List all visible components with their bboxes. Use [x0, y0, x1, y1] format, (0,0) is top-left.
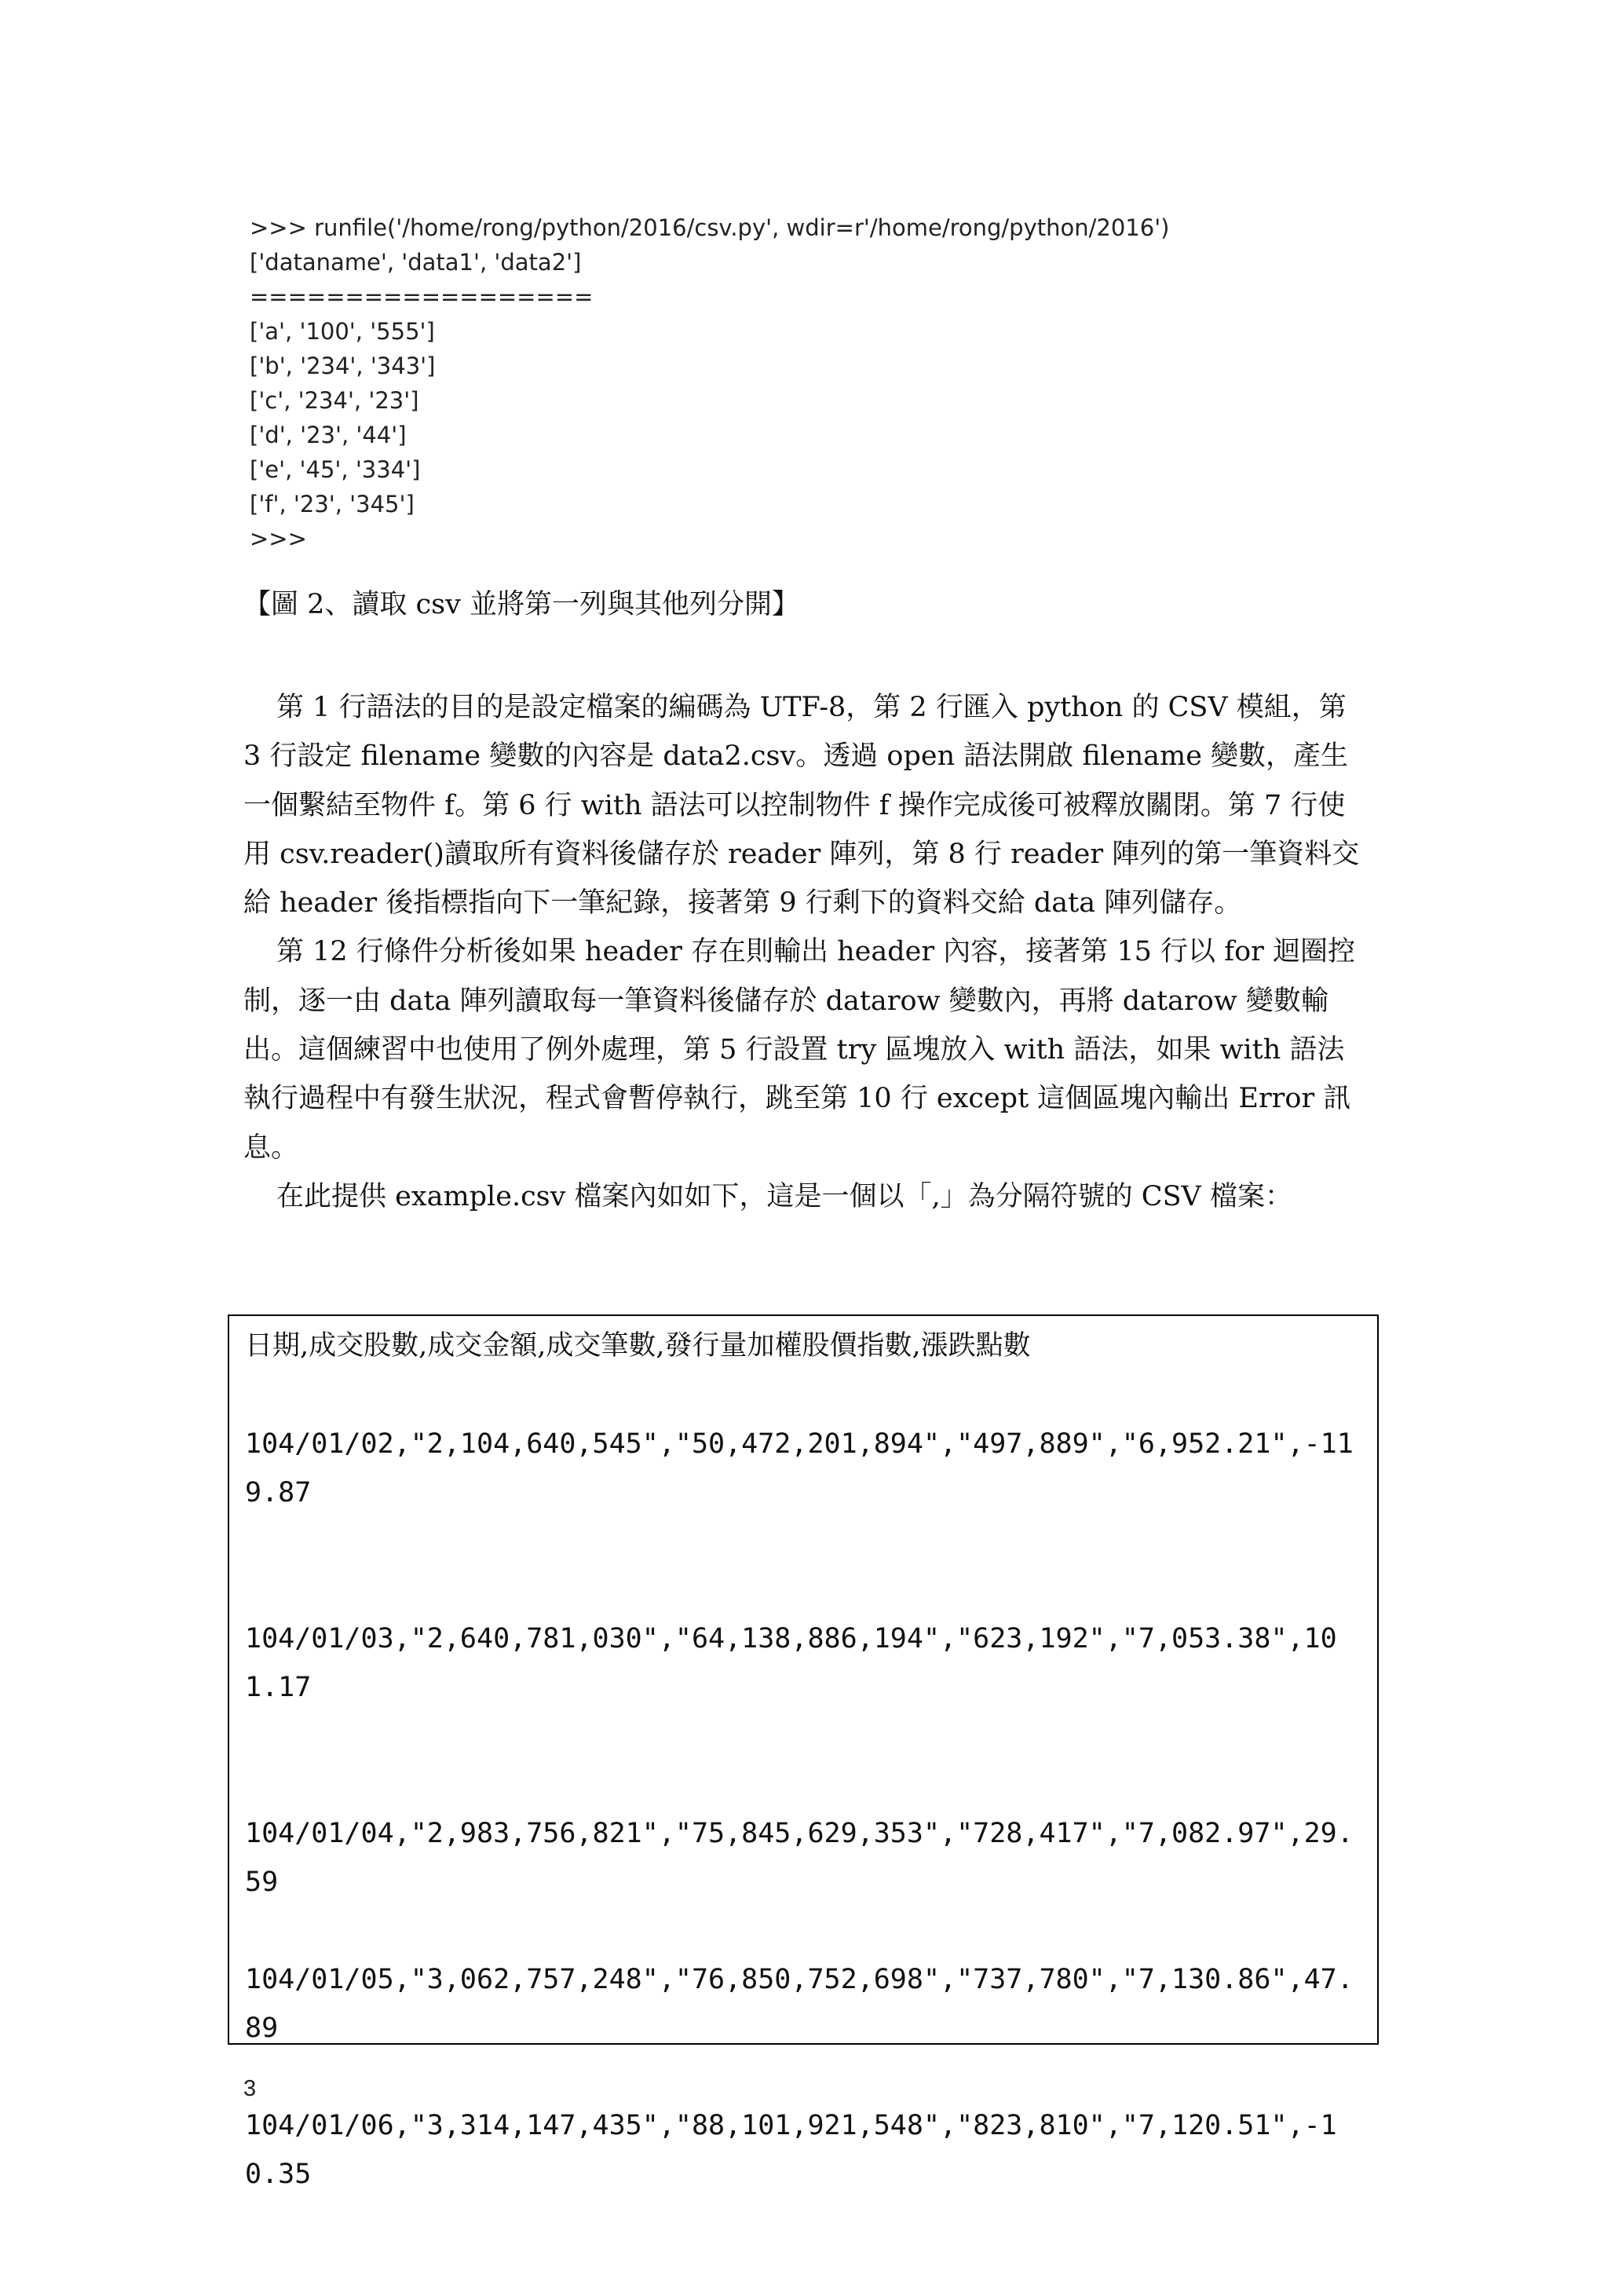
console-output — [250, 210, 1192, 556]
csv-row: 104/01/04,"2,983,756,821","75,845,629,353","728,417","7,082.97",29.59 — [245, 1818, 1354, 1898]
csv-rows — [245, 1420, 1368, 2296]
console-line: ['f', '23', '345'] — [250, 491, 415, 517]
console-line: ['a', '100', '555'] — [250, 318, 435, 345]
page-number: 3 — [243, 2076, 257, 2101]
console-line: ================== — [250, 283, 594, 310]
console-line: ['b', '234', '343'] — [250, 353, 436, 379]
console-line: ['c', '234', '23'] — [250, 387, 419, 414]
csv-row: 104/01/02,"2,104,640,545","50,472,201,894","497,889","6,952.21",-119.87 — [245, 1428, 1354, 1508]
console-line: ['d', '23', '44'] — [250, 422, 407, 448]
console-line: >>> runfile('/home/rong/python/2016/csv.py', wdir=r'/home/rong/python/2016') — [250, 214, 1170, 241]
console-line: ['e', '45', '334'] — [250, 456, 421, 483]
csv-row: 104/01/06,"3,314,147,435","88,101,921,548","823,810","7,120.51",-10.35 — [245, 2110, 1337, 2190]
figure-caption: 【圖 2、讀取 csv 並將第一列與其他列分開】 — [243, 589, 799, 620]
console-line: ['dataname', 'data1', 'data2'] — [250, 249, 582, 276]
csv-example-box — [228, 1314, 1379, 2190]
paragraph: 第 12 行條件分析後如果 header 存在則輸出 header 內容，接著第 15 行以 for 迴圈控制，逐一由 data 陣列讀取每一筆資料後儲存於 datarow 變數內，再將 datarow 變數輸出。這個練習中也使用了例外處理，第 5 行設置 try 區塊放入 with 語法，如果 with 語法執行過程中有發生狀況，程式會暫停執行，跳至第 10 行 except 這個區塊內輸出 Error 訊息。 — [243, 936, 1356, 1164]
paragraph: 第 1 行語法的目的是設定檔案的編碼為 UTF-8，第 2 行匯入 python 的 CSV 模組，第 3 行設定 filename 變數的內容是 data2.csv。透過 open 語法開啟 filename 變數，產生一個繫結至物件 f。第 6 行 with 語法可以控制物件 f 操作完成後可被釋放關閉。第 7 行使用 csv.reader()讀取所有資料後儲存於 reader 陣列，第 8 行 reader 陣列的第一筆資料交給 header 後指標指向下一筆紀錄，接著第 9 行剩下的資料交給 data 陣列儲存。 — [243, 692, 1360, 919]
body-text — [243, 683, 1366, 1221]
console-line: >>> — [250, 525, 307, 552]
csv-row: 104/01/05,"3,062,757,248","76,850,752,698","737,780","7,130.86",47.89 — [245, 1964, 1354, 2044]
paragraph: 在此提供 example.csv 檔案內如如下，這是一個以「,」為分隔符號的 CSV 檔案： — [276, 1180, 1292, 1212]
csv-row: 104/01/03,"2,640,781,030","64,138,886,194","623,192","7,053.38",101.17 — [245, 1623, 1337, 1703]
csv-header-row: 日期,成交股數,成交金額,成交筆數,發行量加權股價指數,漲跌點數 — [245, 1330, 1031, 1362]
